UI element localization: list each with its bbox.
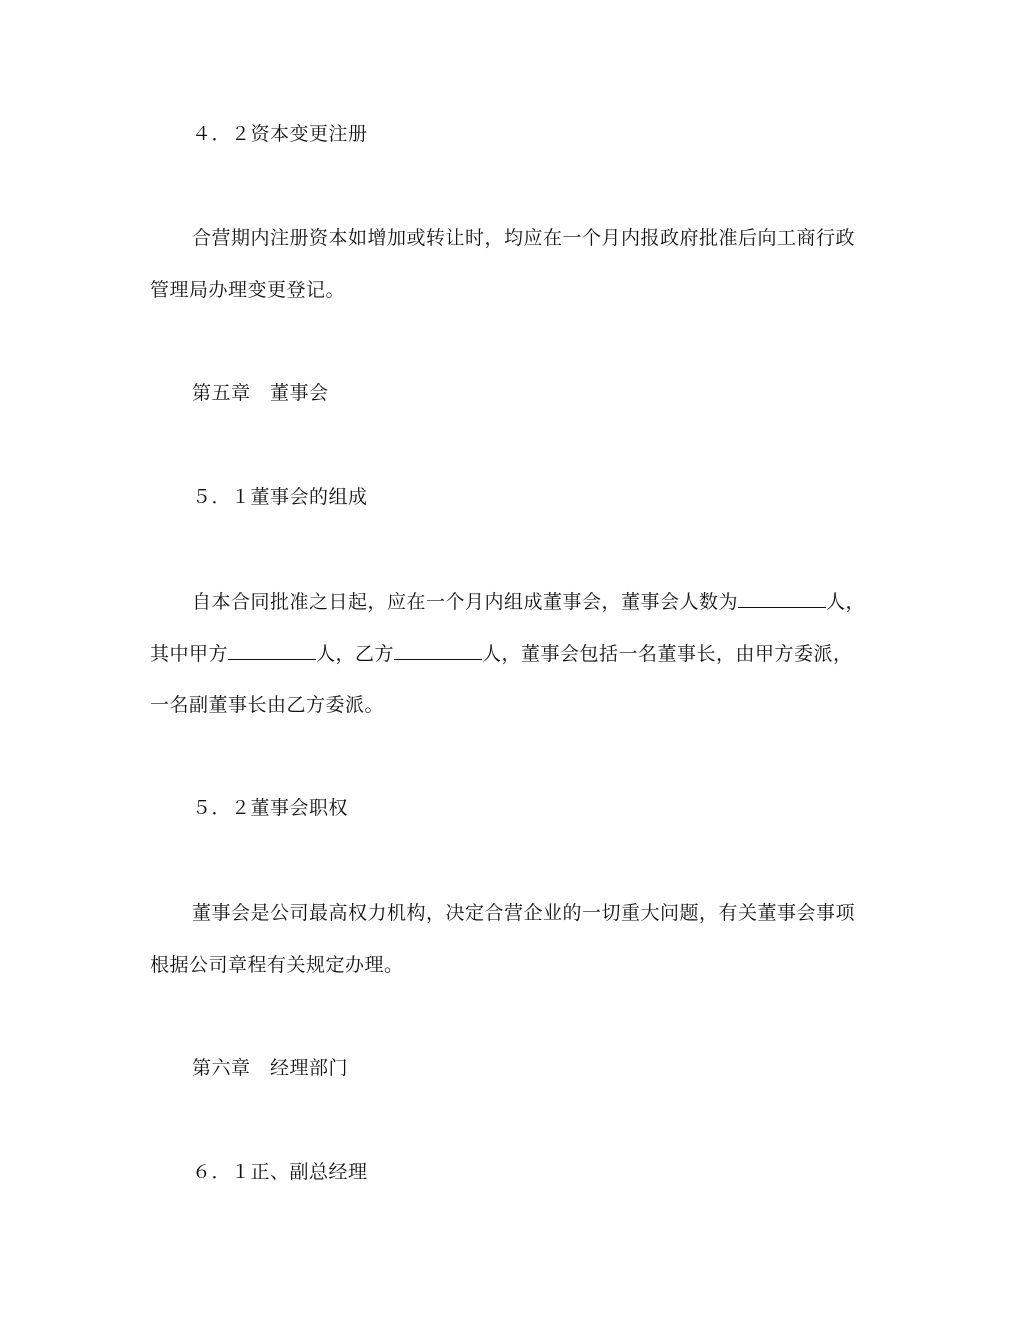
chapter-title-6: 第六章 经理部门: [192, 1057, 349, 1079]
paragraph-5-1-text: 人，: [826, 591, 866, 613]
paragraph-4-2-line-1: 合营期内注册资本如增加或转让时，均应在一个月内报政府批准后向工商行政: [192, 227, 856, 249]
section-heading-5-2: ５．２董事会职权: [192, 797, 349, 819]
section-heading-6-1: ６．１正、副总经理: [192, 1161, 368, 1183]
board-member-count-blank: [738, 589, 826, 608]
section-heading-4-2: ４．２资本变更注册: [192, 123, 368, 145]
party-a-count-blank: [228, 641, 316, 660]
paragraph-5-1-text: 人，董事会包括一名董事长，由甲方委派，: [482, 643, 853, 665]
paragraph-5-1-text: 其中甲方: [150, 643, 229, 665]
paragraph-5-2-line-1: 董事会是公司最高权力机构，决定合营企业的一切重大问题，有关董事会事项: [192, 902, 856, 924]
section-heading-5-1: ５．１董事会的组成: [192, 486, 368, 508]
paragraph-5-1-line-1: [192, 589, 865, 614]
paragraph-5-1-line-2: [150, 641, 853, 666]
paragraph-4-2-line-2: 管理局办理变更登记。: [150, 279, 346, 301]
paragraph-5-1-text: 人，乙方: [316, 643, 395, 665]
chapter-title-5: 第五章 董事会: [192, 382, 329, 404]
paragraph-5-1-text: 自本合同批准之日起，应在一个月内组成董事会，董事会人数为: [192, 591, 739, 613]
paragraph-5-2-line-2: 根据公司章程有关规定办理。: [150, 954, 404, 976]
paragraph-5-1-line-3: 一名副董事长由乙方委派。: [150, 694, 385, 716]
party-b-count-blank: [394, 641, 482, 660]
